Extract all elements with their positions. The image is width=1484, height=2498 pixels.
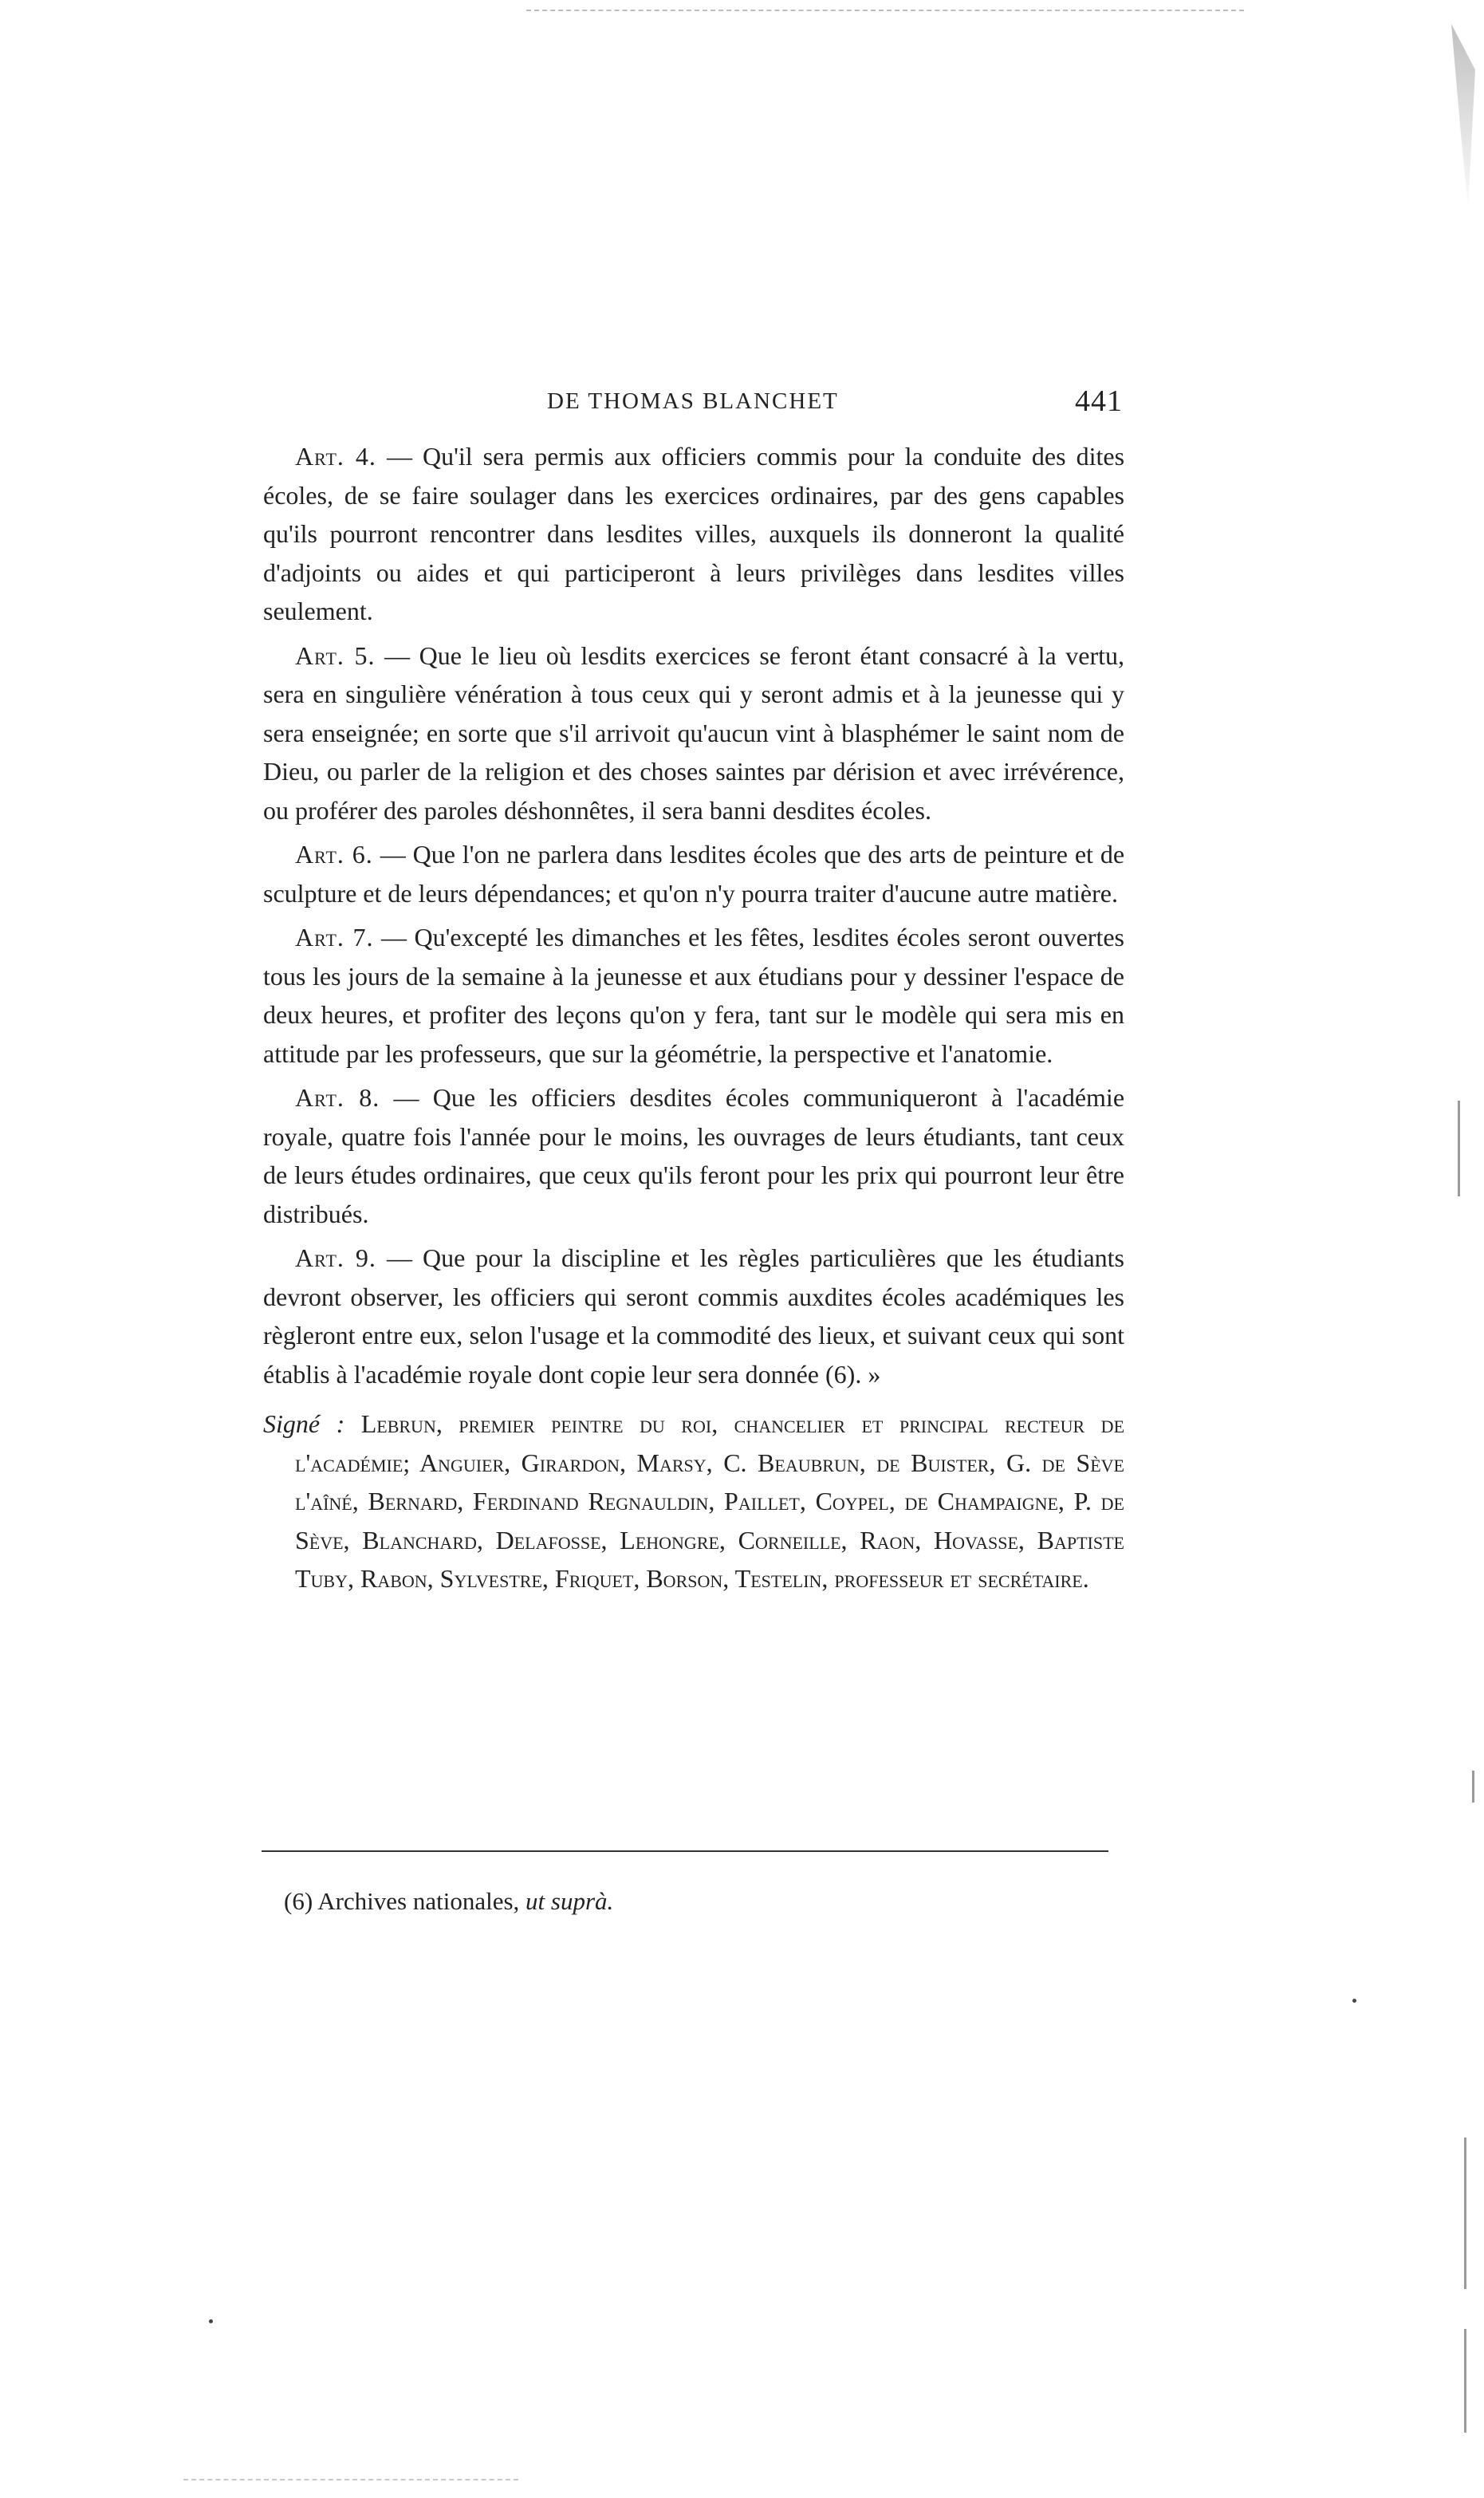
footnote-rule: [262, 1850, 1108, 1852]
article-paragraph: [263, 918, 1124, 1073]
article-text: Qu'excepté les dimanches et les fêtes, lesdites écoles seront ouvertes tous les jours de la semaine à la jeunesse et aux étudians pour y dessiner l'espace de deux heures, et profiter des leçons qu'on y fera, tant sur le modèle qui sera mis en attitude par les professeurs, que sur la géométrie, la perspective et l'anatomie.: [263, 923, 1125, 1068]
article-text: Que l'on ne parlera dans lesdites écoles que des arts de peinture et de sculpture et de leurs dépendances; et qu'on n'y pourra traiter d'aucune autre matière.: [263, 840, 1125, 908]
article-text: Qu'il sera permis aux officiers commis pour la conduite des dites écoles, de se faire soulager dans les exercices ordinaires, par des gens capables qu'ils pourront rencontrer dans lesdites villes, auxquels ils donneront la qualité d'adjoints ou aides et qui participeront à leurs privilèges dans lesdites villes seulement.: [263, 442, 1125, 625]
article-label: Art. 9.: [295, 1243, 376, 1272]
body-text: [263, 437, 1124, 1598]
footnote-italic: ut suprà.: [526, 1887, 614, 1915]
article-dash: —: [380, 840, 406, 869]
article-text: Que le lieu où lesdits exercices se feront étant consacré à la vertu, sera en singulière vénération à tous ceux qui y seront admis et à la jeunesse qui y sera enseignée; en sorte que s'il arrivoit qu'aucun vint à blasphémer le saint nom de Dieu, ou parler de la religion et des choses saintes par dérision et avec irrévérence, ou proférer des paroles déshonnêtes, il sera banni desdites écoles.: [263, 640, 1125, 825]
footnote-marker: (6): [284, 1887, 313, 1915]
scan-speck: [209, 2319, 213, 2323]
footnote: [284, 1884, 1081, 1919]
article-dash: —: [393, 1083, 419, 1112]
signature-block: [263, 1405, 1124, 1598]
article-dash: —: [386, 442, 412, 471]
article-dash: —: [386, 1243, 412, 1272]
article-dash: —: [384, 640, 411, 670]
article-paragraph: [263, 835, 1124, 912]
article-text: Que les officiers desdites écoles communiqueront à l'académie royale, quatre fois l'année pour le moins, les ouvrages de leurs étudiants, tant ceux de leurs études ordinaires, que ceux qu'ils feront pour les prix qui pourront leur être distribués.: [263, 1083, 1125, 1228]
article-text: Que pour la discipline et les règles particulières que les étudiants devront observer, les officiers qui seront commis auxdites écoles académiques les règleront entre eux, selon l'usage et la commodité des lieux, et suivant ceux qui sont établis à l'académie royale dont copie leur sera donnée (6). »: [263, 1243, 1125, 1389]
scan-edge-mark-right: [1458, 1101, 1460, 1196]
article-label: Art. 4.: [295, 442, 376, 471]
running-title: DE THOMAS BLANCHET: [547, 388, 839, 414]
footnote-text: Archives nationales,: [317, 1887, 520, 1915]
article-paragraph: [263, 1078, 1124, 1233]
page-number: 441: [1075, 384, 1123, 418]
scan-edge-mark-bottom: [183, 2479, 518, 2480]
scan-edge-mark-right: [1472, 1771, 1474, 1803]
article-label: Art. 6.: [295, 840, 373, 869]
signature-text: Lebrun, premier peintre du roi, chancelier et principal recteur de l'académie; Anguier, Girardon, Marsy, C. Beaubrun, de Buister, G. de Sève l'aîné, Bernard, Ferdinand Regnauldin, Paillet, Coypel, de Champaigne, P. de Sève, Blanchard, Delafosse, Lehongre, Corneille, Raon, Hovasse, Baptiste Tuby, Rabon, Sylvestre, Friquet, Borson, Testelin, professeur et secrétaire.: [295, 1409, 1125, 1593]
article-label: Art. 8.: [295, 1083, 380, 1112]
article-paragraph: [263, 437, 1124, 631]
scan-edge-mark-top: [526, 10, 1244, 11]
running-head: [263, 384, 1156, 428]
article-paragraph: [263, 636, 1124, 830]
scan-corner-smudge: [1451, 24, 1475, 207]
scan-speck: [1352, 1999, 1356, 2003]
article-dash: —: [381, 923, 407, 952]
article-paragraph: [263, 1239, 1124, 1393]
article-label: Art. 5.: [295, 640, 376, 670]
signature-label: Signé :: [263, 1409, 345, 1438]
scan-edge-mark-right: [1464, 2137, 1466, 2289]
article-label: Art. 7.: [295, 923, 374, 952]
scan-edge-mark-right: [1464, 2329, 1466, 2433]
